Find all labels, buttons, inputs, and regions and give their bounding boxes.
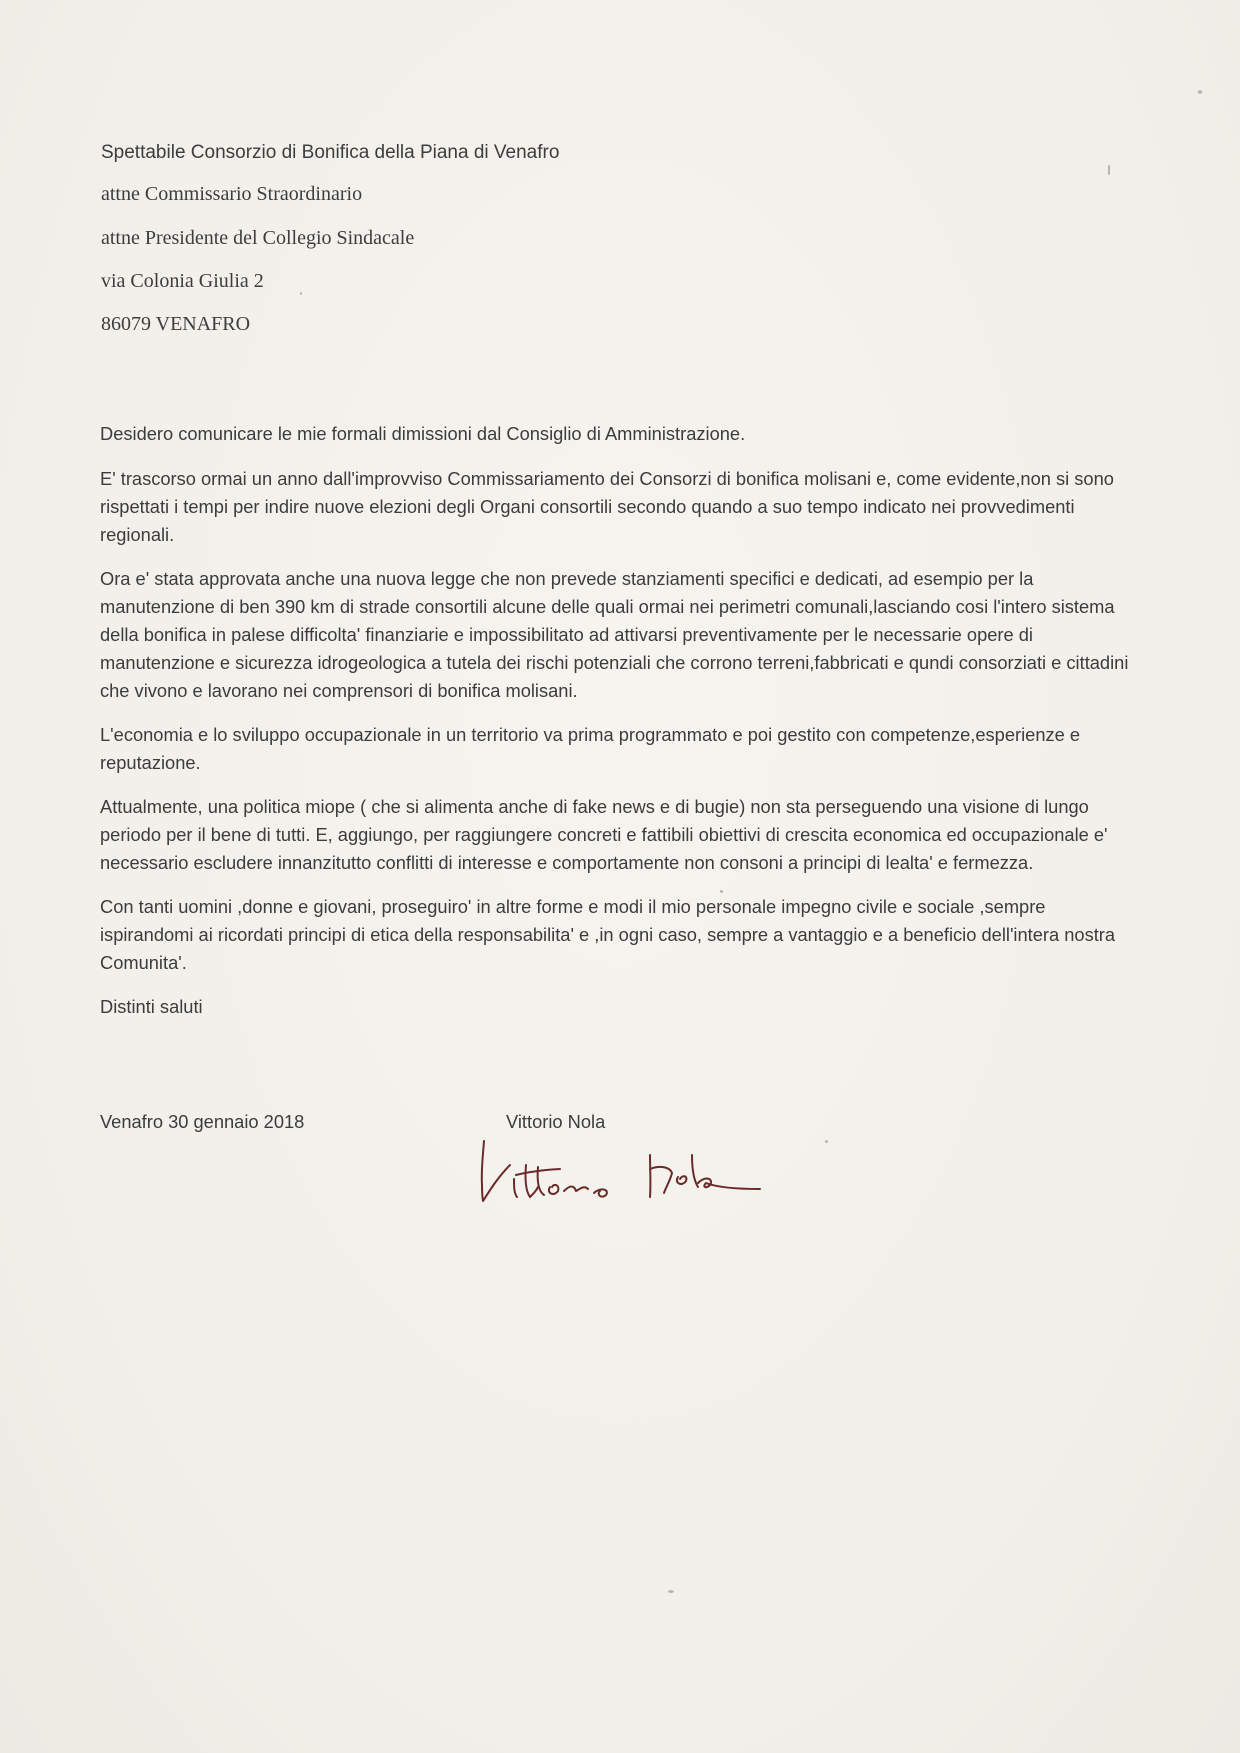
handwritten-signature [470,1135,770,1225]
paper-speck [300,292,302,295]
paragraph-economy: L'economia e lo sviluppo occupazionale in un territorio va prima programmato e poi gestito con competenze,esperienze e reputazione. [100,724,1081,773]
recipient-line-3: attne Presidente del Collegio Sindacale [101,227,415,249]
paragraph-resignation: Desidero comunicare le mie formali dimissioni dal Consiglio di Amministrazione. [100,423,746,444]
paper-speck [720,890,723,893]
signer-name: Vittorio Nola [506,1111,606,1132]
paragraph-politics: Attualmente, una politica miope ( che si alimenta anche di fake news e di bugie) non sta perseguendo una visione di lungo periodo per il bene di tutti. E, aggiungo, per raggiungere concreti e fattibili obiettivi di crescita economica ed occupazionale e' necessario escludere innanzitutto conflitti di interesse e comportamente non consoni a principi di lealta' e fermezza. [100,796,1108,873]
recipient-line-1: Spettabile Consorzio di Bonifica della Piana di Venafro [101,142,560,163]
paper-speck [825,1140,828,1143]
letter-body [100,420,1130,1037]
paper-speck [1108,165,1110,175]
recipient-line-5: 86079 VENAFRO [101,313,251,335]
paragraph-new-law: Ora e' stata approvata anche una nuova legge che non prevede stanziamenti specifici e dedicati, ad esempio per la manutenzione di ben 390 km di strade consortili alcune delle quali ormai nei perimetri comunali,lasciando cosi l'intero sistema della bonifica in palese difficolta' finanziarie e impossibilitato ad attivarsi preventivamente per le necessarie opere di manutenzione e sicurezza idrogeologica a tutela dei rischi potenziali che corrono terreni,fabbricati e qundi consorziati e cittadini che vivono e lavorano nei comprensori di bonifica molisani. [100,568,1129,701]
paragraph-commitment: Con tanti uomini ,donne e giovani, proseguiro' in altre forme e modi il mio personale impegno civile e sociale ,sempre ispirandomi ai ricordati principi di etica della responsabilita' e ,in ogni caso, sempre a vantaggio e a beneficio dell'intera nostra Comunita'. [100,896,1116,973]
paper-speck [668,1590,674,1593]
recipient-line-2: attne Commissario Straordinario [101,183,363,205]
paragraph-commissioning: E' trascorso ormai un anno dall'improvviso Commissariamento dei Consorzi di bonifica molisani e, come evidente,non si sono rispettati i tempi per indire nuove elezioni degli Organi consortili secondo quando a suo tempo indicato nei provvedimenti regionali. [100,468,1114,545]
recipient-line-4: via Colonia Giulia 2 [101,270,264,292]
place-date: Venafro 30 gennaio 2018 [100,1111,305,1132]
paper-speck [1198,90,1202,94]
closing-salutation: Distinti saluti [100,996,203,1017]
